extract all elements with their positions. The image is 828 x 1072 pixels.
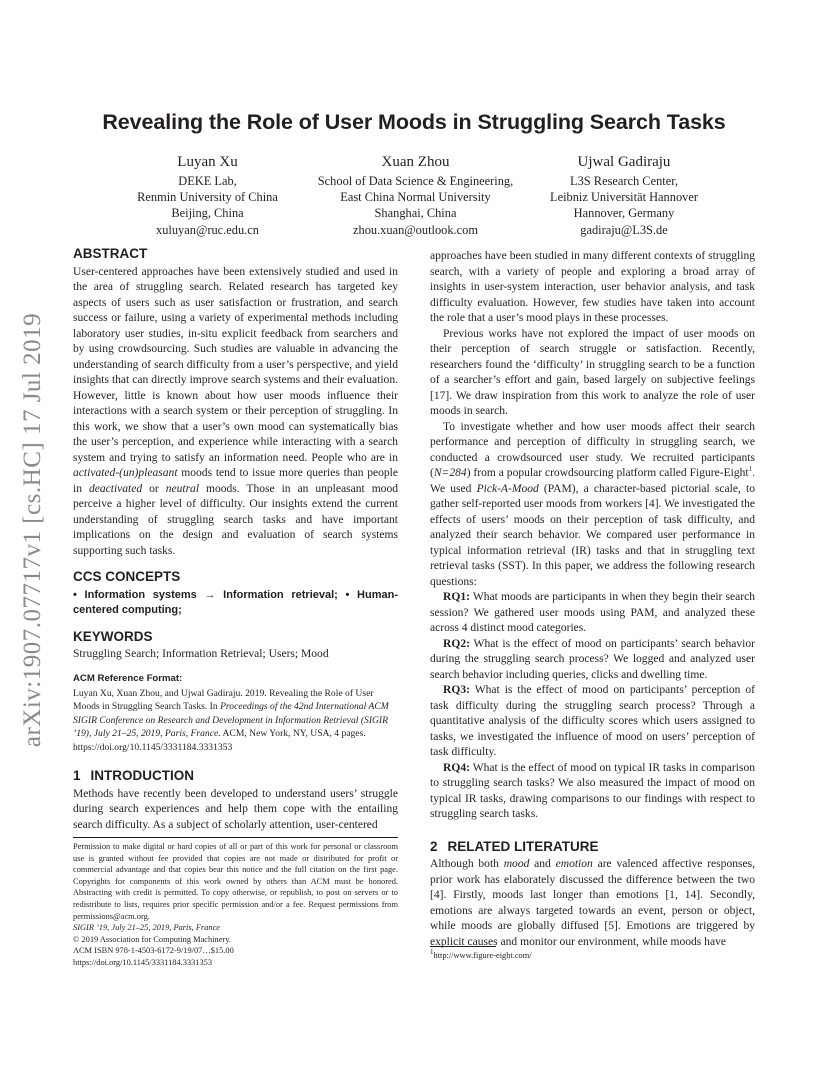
author-email: zhou.xuan@outlook.com bbox=[353, 222, 478, 237]
conference-line: SIGIR ’19, July 21–25, 2019, Paris, France bbox=[73, 923, 221, 933]
related-literature-text: Although both mood and emotion are valenced affective responses, prior work has elaborately discussed the difference between the two [4]. Firstly, moods last longer than emotions [1, 14]. Secondly, emotions are always targeted towards an event, person or object, while moods are globally diffused [5]. Emotions are triggered by explicit causes and monitor our environment, while moods have bbox=[430, 858, 755, 948]
author-location: Beijing, China bbox=[171, 206, 244, 221]
research-question: RQ2: What is the effect of mood on participants’ search behavior during the struggling search process? We logged and analyzed user search behavior including queries, clicks and dwelling time. bbox=[430, 637, 755, 681]
arxiv-sidebar bbox=[18, 295, 48, 765]
intro-paragraph: To investigate whether and how user moods affect their search performance and perception of difficulty in struggling search, we conducted a crowdsourced user study. We recruited participants (N=284) from a popular crowdsourcing platform called Figure-Eight$^1$. We used Pick-A-Mood (PAM), a character-based pictorial scale, to gather self-reported user moods from workers [4]. We investigated the effects of users’ moods on their perception of task difficulty, and analyzed their search behavior. We compared user performance in typical information retrieval (IR) tasks and that in struggling text retrieval tasks (SST). In this paper, we address the following research questions: bbox=[430, 420, 755, 588]
paper-title: Revealing the Role of User Moods in Struggling Search Tasks bbox=[102, 110, 726, 134]
author-location: Shanghai, China bbox=[374, 206, 457, 221]
author-email: xuluyan@ruc.edu.cn bbox=[156, 222, 259, 237]
arxiv-identifier: arXiv:1907.07717v1 [cs.HC] 17 Jul 2019 bbox=[19, 312, 46, 748]
acm-reference-text: Luyan Xu, Xuan Zhou, and Ujwal Gadiraju. 2019. Revealing the Role of User Moods in Struggling Search Tasks. In Proceedings of the 42nd International ACM SIGIR Conference on Research and Development in Information Retrieval (SIGIR ’19), July 21–25, 2019, Paris, France. ACM, New York, NY, USA, 4 pages. https://doi.org/10.1145/3331184.3331353 bbox=[73, 688, 389, 753]
author-block-2 bbox=[298, 152, 533, 238]
research-question: RQ4: What is the effect of mood on typical IR tasks in comparison to struggling search tasks? We also measured the impact of mood on typical IR tasks, drawing comparisons to our findings with respect to struggling search tasks. bbox=[430, 761, 755, 820]
author-name: Luyan Xu bbox=[177, 154, 238, 170]
research-question: RQ3: What is the effect of mood on participants’ perception of task difficulty during the struggling search process? Through a quantitative analysis of the difficulty scores which users assigned to tasks, we investigated the influence of mood on users’ perception of task difficulty. bbox=[430, 684, 755, 758]
author-affiliation: Leibniz Universität Hannover bbox=[550, 190, 698, 205]
intro-paragraph: approaches have been studied in many different contexts of struggling search, with a variety of people and exploring a broad array of insights in user-system interaction, user behavior analysis, and task difficulty evaluation. However, few studies have taken into account the role that a user’s mood plays in these processes. bbox=[430, 250, 755, 324]
abstract-heading: ABSTRACT bbox=[73, 246, 148, 261]
author-location: Hannover, Germany bbox=[573, 206, 675, 221]
isbn-line: ACM ISBN 978-1-4503-6172-9/19/07…$15.00 bbox=[73, 946, 234, 956]
footnote: $^1$http://www.figure-eight.com/ bbox=[430, 948, 532, 960]
acm-reference-heading: ACM Reference Format: bbox=[73, 672, 183, 684]
right-column bbox=[430, 249, 755, 950]
author-block-3 bbox=[519, 152, 729, 238]
intro-text: Methods have recently been developed to understand users’ struggle during search experiences and help them cope with the entailing search difficulty. As a subject of scholarly attention, user-centered bbox=[73, 787, 398, 831]
author-affiliation: DEKE Lab, bbox=[178, 174, 237, 188]
author-name: Xuan Zhou bbox=[381, 154, 450, 170]
author-affiliation: L3S Research Center, bbox=[570, 174, 678, 188]
footnote-link[interactable]: http://www.figure-eight.com/ bbox=[433, 951, 532, 960]
author-email: gadiraju@L3S.de bbox=[580, 222, 668, 237]
author-block-1 bbox=[90, 152, 325, 238]
author-affiliation: Renmin University of China bbox=[137, 190, 278, 205]
footnote-divider bbox=[430, 946, 496, 947]
intro-heading: 1 INTRODUCTION bbox=[73, 768, 195, 784]
research-question: RQ1: What moods are participants in when they begin their search session? We gathered user moods using PAM, and analyzed these across 4 distinct mood categories. bbox=[430, 591, 755, 634]
author-affiliation: School of Data Science & Engineering, bbox=[317, 174, 514, 188]
intro-paragraph: Previous works have not explored the impact of user moods on their perception of search struggle or satisfaction. Recently, researchers found the ‘difficulty’ in struggling search to be a function of a searcher’s effort and gain, based largely on subjective feelings [17]. We draw inspiration from this work to analyze the role of user moods in search. bbox=[430, 327, 755, 417]
permission-text: Permission to make digital or hard copies of all or part of this work for personal or classroom use is granted without fee provided that copies are not made or distributed for profit or commercial advantage and that copies bear this notice and the full citation on the first page. Copyrights for components of this work owned by others than ACM must be honored. Abstracting with credit is permitted. To copy otherwise, or republish, to post on servers or to redistribute to lists, requires prior specific permission and/or a fee. Request permissions from permissions@acm.org. bbox=[73, 842, 398, 921]
author-name: Ujwal Gadiraju bbox=[577, 154, 671, 170]
author-affiliation: East China Normal University bbox=[340, 190, 491, 205]
ccs-heading: CCS CONCEPTS bbox=[73, 569, 181, 584]
doi-line: https://doi.org/10.1145/3331184.3331353 bbox=[73, 957, 213, 967]
keywords-heading: KEYWORDS bbox=[73, 628, 153, 644]
keywords-text: Struggling Search; Information Retrieval; Users; Mood bbox=[73, 648, 329, 660]
footnote-ref: 1 bbox=[748, 465, 753, 474]
left-column bbox=[73, 246, 398, 833]
ccs-concepts: • Information systems → Information retrieval; • Human-centered computing; bbox=[73, 588, 398, 616]
abstract-text: User-centered approaches have been extensively studied and used in the area of struggling search. Related research has targeted key aspects of users such as user satisfaction or frustration, and search success or failure, using a variety of experimental methods including laboratory user studies, in-situ explicit feedback from searchers and by using crowdsourcing. Such studies are valuable in advancing the understanding of search difficulty from a user’s perspective, and yield insights that can directly improve search systems and their evaluation. However, little is known about how user moods influence their interactions with a search system or their perception of struggling. In this work, we show that a user’s own mood can systematically bias the user’s perception, and experience while interacting with a search system and trying to satisfy an information need. People who are in activated-(un)pleasant moods tend to issue more queries than people in deactivated or neutral moods. Those in an unpleasant mood perceive a higher level of difficulty. Our insights extend the current understanding of struggling search tasks and have important implications on the design and evaluation of search systems supporting such tasks. bbox=[73, 265, 398, 557]
related-literature-heading: 2 RELATED LITERATURE bbox=[430, 838, 599, 854]
copyright-line: © 2019 Association for Computing Machinery. bbox=[73, 934, 231, 944]
permission-block bbox=[73, 837, 398, 969]
